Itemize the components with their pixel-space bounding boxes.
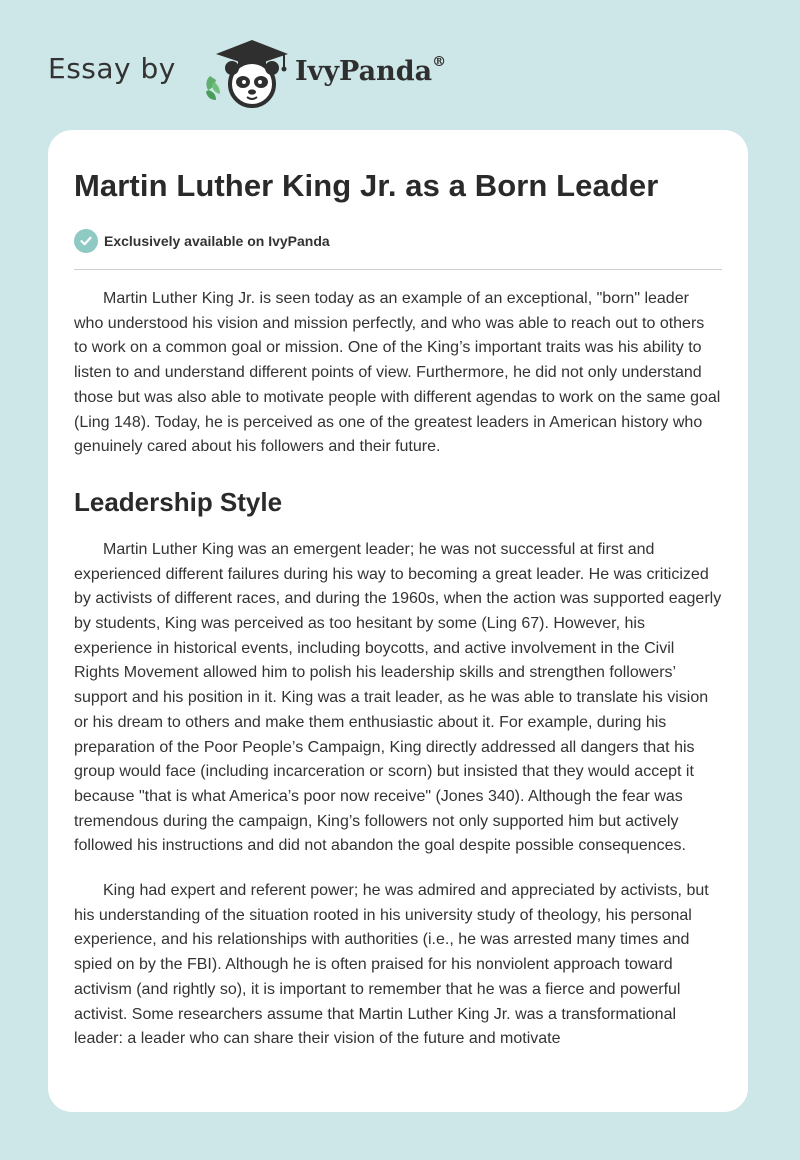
registered-mark: ® bbox=[432, 54, 447, 70]
essay-card bbox=[48, 130, 748, 1112]
site-header bbox=[0, 0, 800, 130]
essay-title: Martin Luther King Jr. as a Born Leader bbox=[74, 168, 659, 203]
intro-paragraph: Martin Luther King Jr. is seen today as an example of an exceptional, "born" leader who understood his vision and mission perfectly, and who was able to reach out to others to work on a common goal or mission. One of the King’s important traits was his ability to listen to and understand different points of view. Furthermore, he did not only understand those but was also able to motivate people with different agendas to work on the same goal (Ling 148). Today, he is perceived as one of the greatest leaders in American history who genuinely cared about his followers and their future. bbox=[74, 290, 721, 456]
brand-name-text: IvyPanda bbox=[295, 56, 433, 87]
exclusive-badge-text: Exclusively available on IvyPanda bbox=[104, 233, 330, 249]
body-paragraph: King had expert and referent power; he was admired and appreciated by activists, but his understanding of the situation rooted in his university study of theology, his personal experience, and his relationships with authorities (i.e., he was arrested many times and spied on by the FBI). Although he is often praised for his nonviolent approach toward activism (and rightly so), it is important to remember that he was a fierce and powerful activist. Some researchers assume that Martin Luther King Jr. was a transformational leader: a leader who can share their vision of the future and motivate bbox=[74, 882, 709, 1048]
body-paragraph: Martin Luther King was an emergent leader; he was not successful at first and experienced different failures during his way to becoming a great leader. He was criticized by activists of different races, and during the 1960s, when the action was supported eagerly by students, King was perceived as too hesitant by some (Ling 67). However, his experience in historical events, including boycotts, and active involvement in the Civil Rights Movement allowed him to polish his leadership skills and strengthen followers’ support and his position in it. King was a trait leader, as he was able to translate his vision or his dream to others and make them enthusiastic about it. For example, during his preparation of the Poor People’s Campaign, King directly addressed all dangers that his group would face (including incarceration or scorn) but insisted that they would accept it because "that is what America’s poor now receive" (Jones 340). Although the fear was tremendous during the campaign, King’s followers not only supported him but actively followed his instructions and did not abandon the goal despite possible consequences. bbox=[74, 540, 722, 855]
divider bbox=[74, 269, 722, 270]
section-heading-leadership-style: Leadership Style bbox=[74, 486, 283, 517]
check-icon bbox=[74, 229, 98, 253]
ivypanda-logo[interactable] bbox=[202, 36, 294, 110]
exclusive-badge bbox=[74, 228, 722, 254]
panda-graduate-icon bbox=[202, 36, 294, 110]
ivypanda-wordmark[interactable] bbox=[295, 56, 446, 87]
essay-by-label: Essay by bbox=[48, 52, 176, 85]
